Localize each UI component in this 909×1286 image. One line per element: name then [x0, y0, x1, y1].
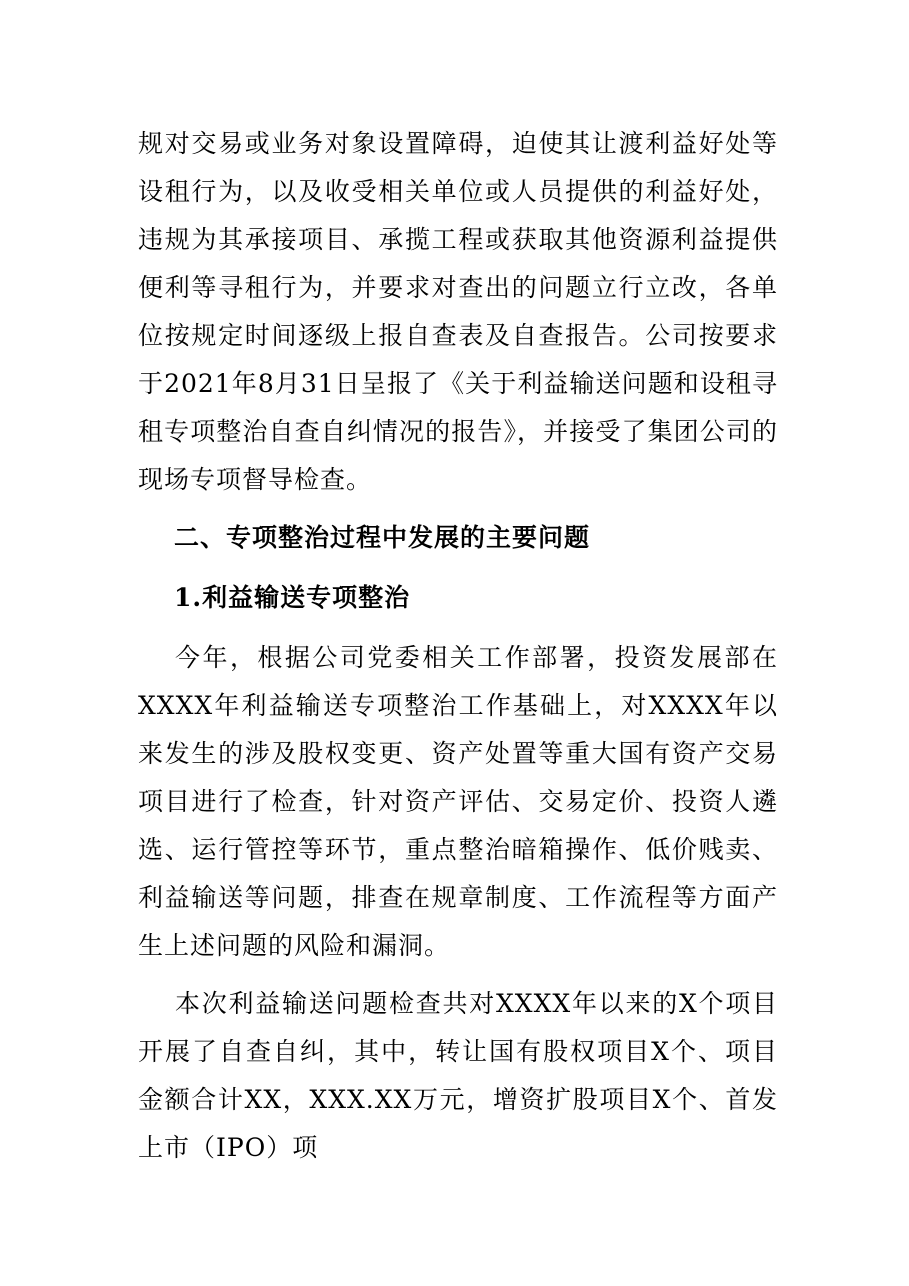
paragraph-continuation: 规对交易或业务对象设置障碍，迫使其让渡利益好处等设租行为，以及收受相关单位或人员提供的利益好处，违规为其承接项目、承揽工程或获取其他资源利益提供便利等寻租行为，并要求对查出的问题立行立改，各单位按规定时间逐级上报自查表及自查报告。公司按要求于2021年8月31日呈报了《关于利益输送问题和设租寻租专项整治自查自纠情况的报告》，并接受了集团公司的现场专项督导检查。 [138, 129, 778, 494]
paragraph-rectification: 今年，根据公司党委相关工作部署，投资发展部在XXXX年利益输送专项整治工作基础上，对XXXX年以来发生的涉及股权变更、资产处置等重大国有资产交易项目进行了检查，针对资产评估、交易定价、投资人遴选、运行管控等环节，重点整治暗箱操作、低价贱卖、利益输送等问题，排查在规章制度、工作流程等方面产生上述问题的风险和漏洞。 [138, 643, 778, 960]
paragraph-inspection: 本次利益输送问题检查共对XXXX年以来的X个项目开展了自查自纠，其中，转让国有股权项目X个、项目金额合计XX，XXX.XX万元，增资扩股项目X个、首发上市（IPO）项 [138, 989, 778, 1162]
section-heading: 二、专项整治过程中发展的主要问题 [174, 523, 591, 552]
subsection-heading: 1.利益输送专项整治 [174, 583, 411, 612]
